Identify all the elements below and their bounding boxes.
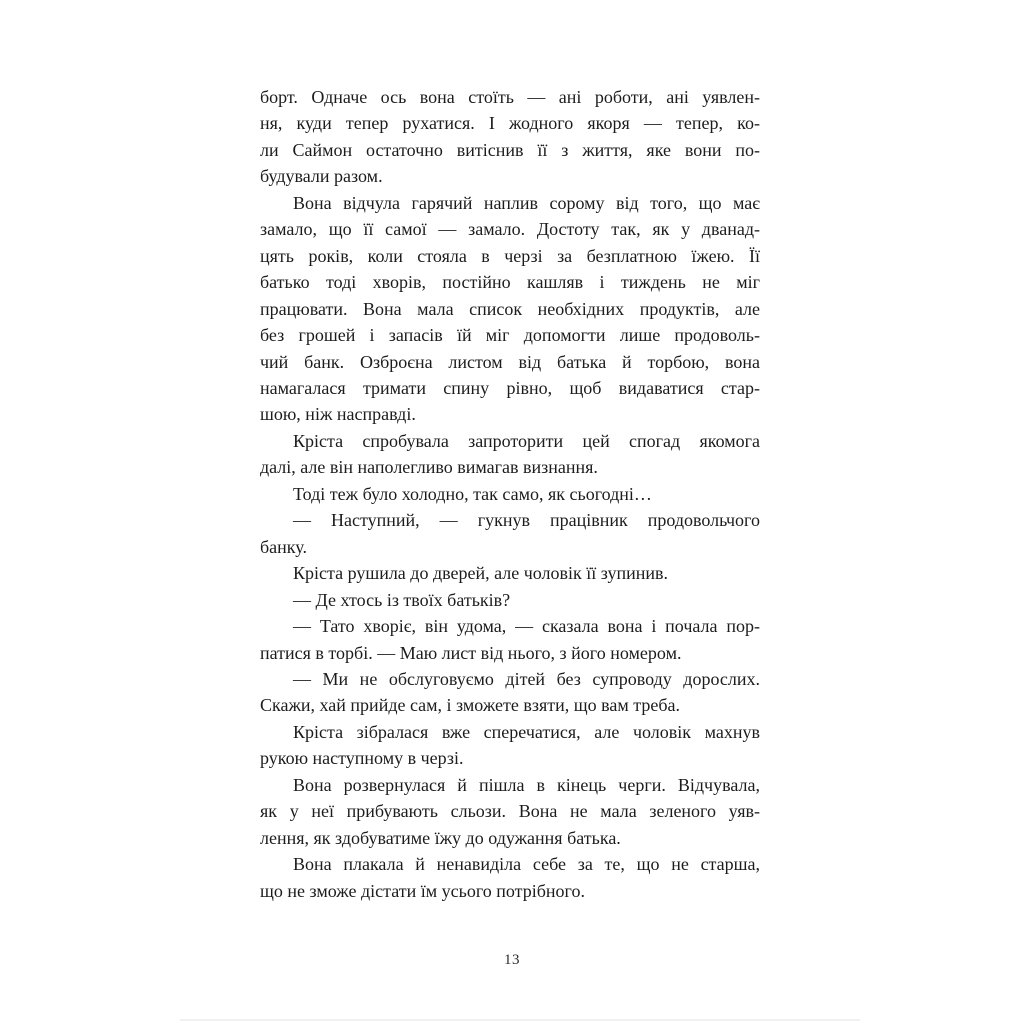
text-line: як у неї прибувають сльози. Вона не мала зеленого уяв- bbox=[260, 801, 760, 822]
text-line: патися в торбі. — Маю лист від нього, з його номером. bbox=[260, 642, 682, 663]
text-line: борт. Одначе ось вона стоїть — ані роботи, ані уявлен- bbox=[260, 87, 760, 107]
text-line: далі, але він наполегливо вимагав визнання. bbox=[260, 457, 598, 478]
text-line: ли Саймон остаточно витіснив її з життя, яке вони по- bbox=[260, 139, 760, 160]
text-line: батько тоді хворів, постійно кашляв і тиждень не міг bbox=[260, 272, 760, 293]
text-line: — Ми не обслуговуємо дітей без супроводу дорослих. bbox=[293, 668, 760, 689]
text-line: Кріста зібралася вже сперечатися, але чоловік махнув bbox=[293, 721, 760, 742]
text-line: Вона відчула гарячий наплив сорому від того, що має bbox=[293, 192, 760, 213]
text-line: — Наступний, — гукнув працівник продовольчого bbox=[293, 510, 760, 531]
text-line: працювати. Вона мала список необхідних продуктів, але bbox=[260, 298, 760, 319]
page-number: 13 bbox=[504, 952, 520, 968]
text-line: рукою наступному в черзі. bbox=[260, 748, 464, 769]
text-line: цять років, коли стояла в черзі за безплатною їжею. Її bbox=[260, 245, 760, 266]
text-line: Кріста рушила до дверей, але чоловік її зупинив. bbox=[293, 563, 669, 584]
text-line: Вона розвернулася й пішла в кінець черги. Відчувала, bbox=[293, 774, 760, 795]
text-line: ня, куди тепер рухатися. І жодного якоря — тепер, ко- bbox=[260, 113, 760, 134]
text-line: Кріста спробувала запроторити цей спогад якомога bbox=[293, 430, 760, 451]
text-line: намагалася тримати спину рівно, щоб видаватися стар- bbox=[260, 377, 760, 398]
text-line: Тоді теж було холодно, так само, як сьогодні… bbox=[293, 483, 652, 504]
text-line: без грошей і запасів їй міг допомогти лише продоволь- bbox=[260, 325, 760, 346]
page-text bbox=[260, 84, 760, 904]
text-line: будували разом. bbox=[260, 166, 383, 187]
text-line: що не зможе дістати їм усього потрібного. bbox=[260, 880, 585, 901]
text-line: Скажи, хай прийде сам, і зможете взяти, що вам треба. bbox=[260, 695, 681, 716]
text-line: чий банк. Озброєна листом від батька й торбою, вона bbox=[260, 351, 760, 372]
text-line: замало, що її самої — замало. Достоту так, як у дванад- bbox=[260, 219, 760, 240]
text-line: — Де хтось із твоїх батьків? bbox=[293, 589, 511, 610]
text-line: шою, ніж насправді. bbox=[260, 404, 416, 425]
text-line: банку. bbox=[260, 536, 307, 557]
bottom-hairline bbox=[180, 1019, 860, 1021]
text-line: Вона плакала й ненавиділа себе за те, що не старша, bbox=[293, 854, 760, 875]
text-line: лення, як здобуватиме їжу до одужання батька. bbox=[260, 827, 621, 848]
text-line: — Тато хворіє, він удома, — сказала вона і почала пор- bbox=[293, 616, 760, 637]
